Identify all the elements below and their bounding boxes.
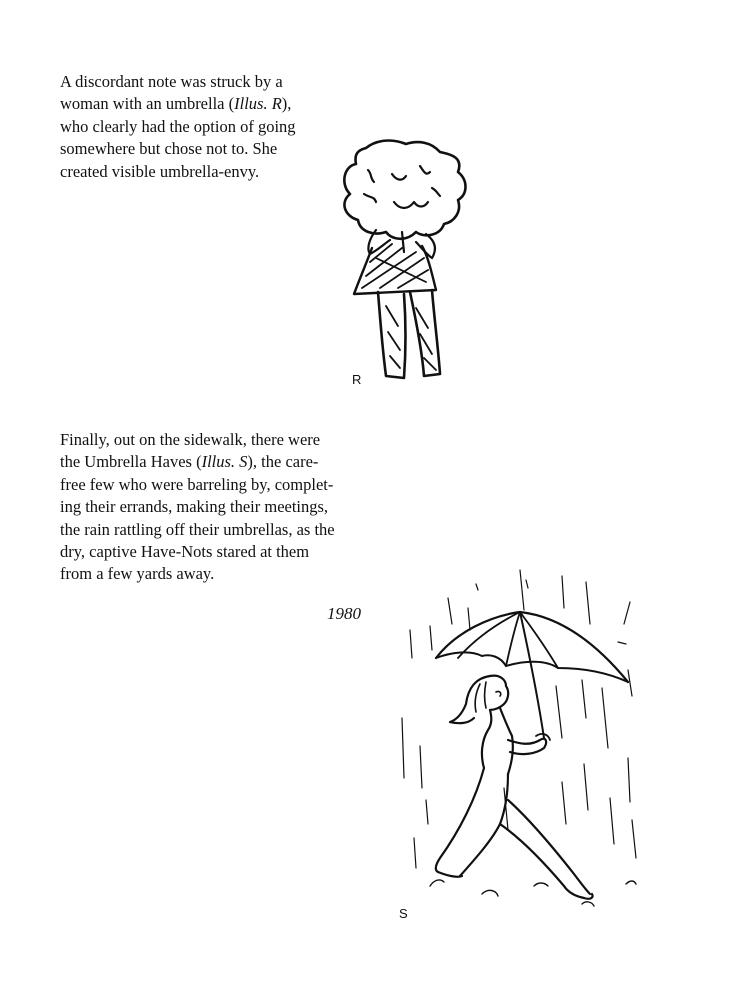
text-segment: the Umbrella Haves ( — [60, 452, 202, 472]
paragraph-umbrella-haves — [60, 429, 335, 586]
year-label: 1980 — [327, 604, 361, 623]
text-line: somewhere but chose not to. She — [60, 139, 278, 159]
illustration-r-umbrella-woman — [336, 136, 476, 386]
text-line: A discordant note was struck by a — [60, 72, 283, 91]
text-segment: woman with an umbrella ( — [60, 94, 235, 114]
text-segment: ), the care- — [247, 452, 319, 472]
text-line: Finally, out on the sidewalk, there were — [60, 430, 321, 449]
illustration-reference: Illus. S — [201, 452, 248, 472]
text-line: from a few yards away. — [60, 564, 215, 584]
text-line — [60, 93, 296, 115]
text-line: dry, captive Have-Nots stared at them — [60, 542, 310, 562]
illustration-s-label: S — [399, 906, 408, 921]
text-line: the rain rattling off their umbrellas, as the — [60, 519, 335, 539]
text-line: ing their errands, making their meetings, — [60, 497, 329, 517]
text-line: free few who were barreling by, complet- — [60, 474, 334, 494]
text-line: created visible umbrella-envy. — [60, 161, 260, 181]
text-segment: ), — [281, 94, 292, 114]
text-line — [60, 451, 335, 473]
illustration-reference: Illus. R — [234, 94, 282, 114]
text-line: who clearly had the option of going — [60, 116, 296, 136]
paragraph-umbrella-woman — [60, 71, 296, 183]
illustration-s-walking-woman — [396, 568, 646, 918]
illustration-r-label: R — [352, 372, 362, 387]
